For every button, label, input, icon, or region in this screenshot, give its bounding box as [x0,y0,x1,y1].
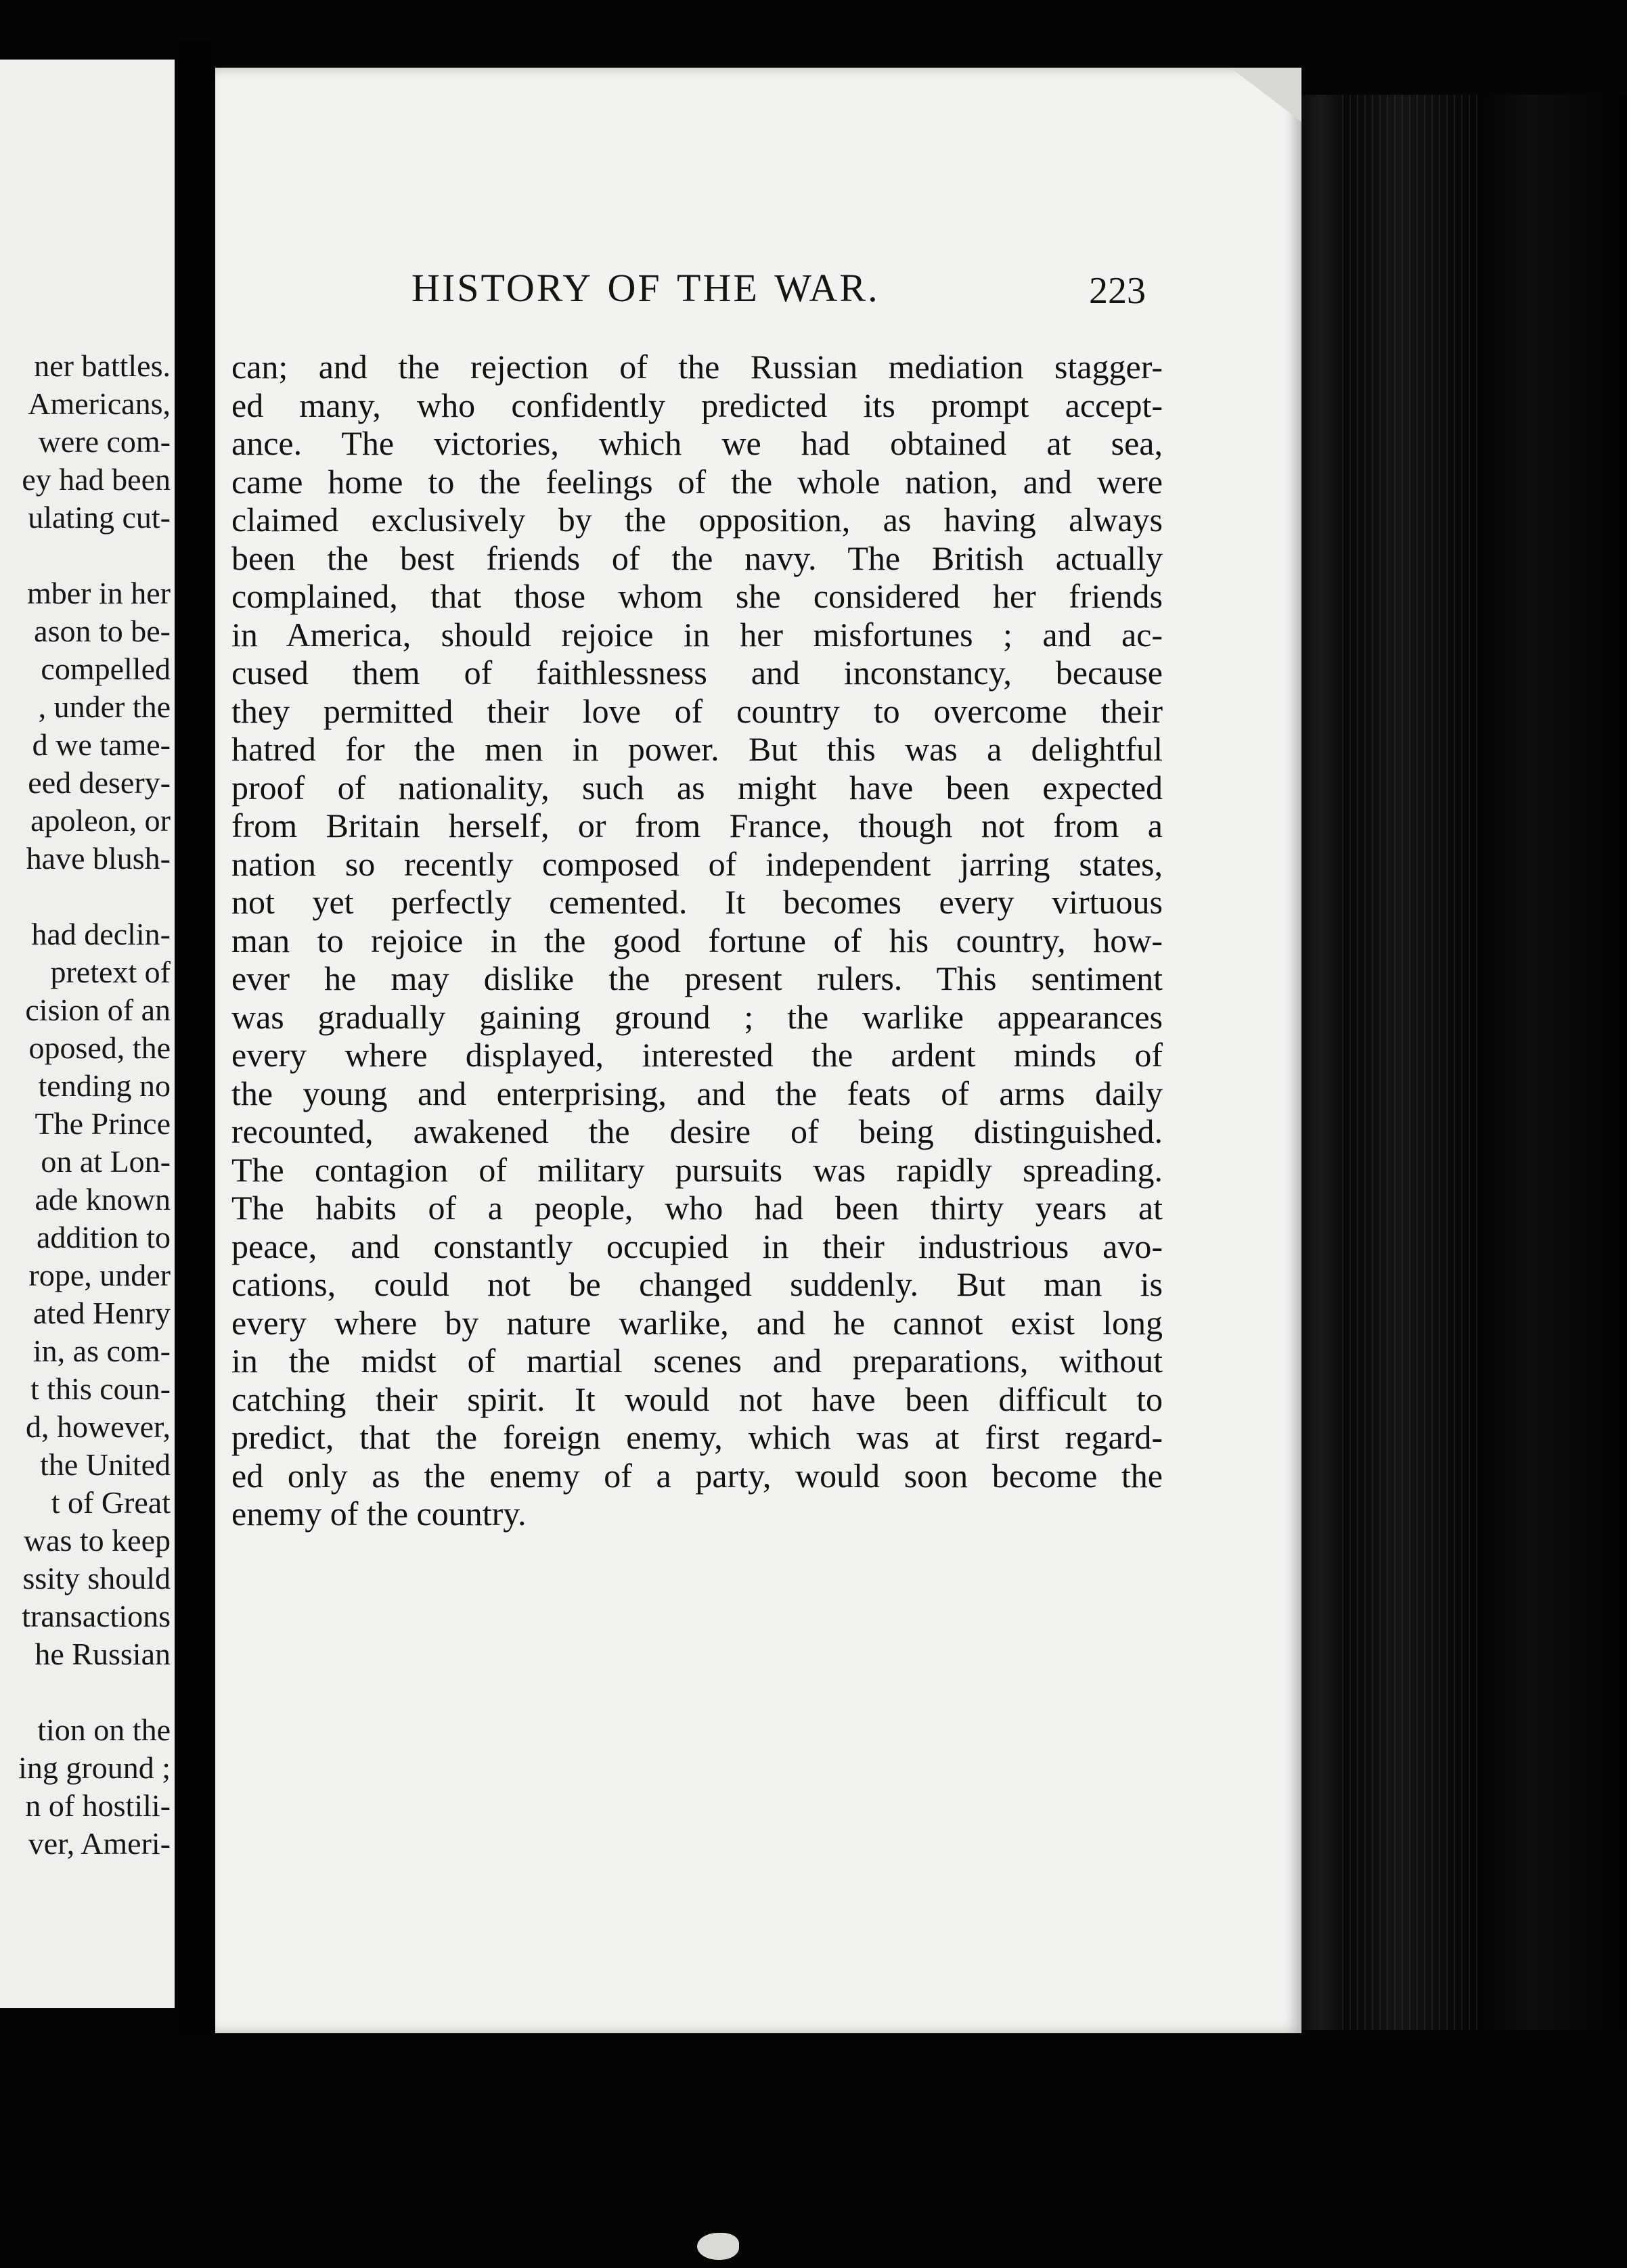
text-line: catching their spirit. It would not have been difficult to [231,1380,1163,1418]
text-line: been the best friends of the navy. The British actually [231,539,1163,577]
running-head: HISTORY OF THE WAR. [411,266,880,310]
left-page-line: Americans, [28,386,171,421]
left-page-line: had declin- [31,917,171,951]
left-page-line: transactions [22,1599,171,1633]
left-page-line: ulating cut- [28,500,171,535]
left-page-line: ver, Ameri- [28,1826,171,1861]
left-page-line: in, as com- [32,1334,171,1368]
left-page-line: eed desery- [28,765,171,800]
text-line: hatred for the men in power. But this was a delightful [231,730,1163,768]
left-page-line: oposed, the [28,1030,171,1065]
folded-page-corner [1230,68,1301,122]
left-page-line: were com- [38,424,171,459]
left-page-line: t of Great [51,1485,171,1520]
left-page-line: ssity should [22,1561,171,1595]
text-line: ever he may dislike the present rulers. This sentiment [231,959,1163,997]
left-page-line: ade known [35,1182,171,1217]
left-page-line: ated Henry [32,1296,171,1330]
left-facing-page [0,60,175,2008]
left-page-line: cision of an [25,993,171,1027]
left-page-line: t this coun- [30,1371,171,1406]
left-page-line: rope, under [28,1258,171,1292]
left-page-line: tion on the [37,1713,171,1747]
left-page-line: d, however, [25,1409,171,1444]
text-line: ance. The victories, which we had obtained at sea, [231,424,1163,462]
text-line: came home to the feelings of the whole nation, and were [231,462,1163,501]
left-page-line: apoleon, or [30,803,171,838]
page-edge-lines [1342,95,1477,2030]
left-page-line: The Prince [35,1106,171,1141]
left-page-line: pretext of [50,955,171,989]
text-line: peace, and constantly occupied in their industrious avo- [231,1227,1163,1265]
text-line: every where by nature warlike, and he cannot exist long [231,1303,1163,1342]
left-page-line [18,1673,171,1711]
left-page-line: the United [40,1447,171,1482]
text-line: was gradually gaining ground ; the warlike appearances [231,997,1163,1036]
text-line: predict, that the foreign enemy, which was at first regard- [231,1418,1163,1456]
text-line: in America, should rejoice in her misfortunes ; and ac- [231,615,1163,654]
left-page-line: tending no [38,1068,171,1103]
text-line: nation so recently composed of independent jarring states, [231,844,1163,883]
left-page-line: addition to [36,1220,171,1254]
left-page-line: ason to be- [34,614,171,648]
left-page-line: n of hostili- [25,1788,171,1823]
text-line: recounted, awakened the desire of being distinguished. [231,1112,1163,1150]
text-line: in the midst of martial scenes and preparations, without [231,1342,1163,1380]
text-line: proof of nationality, such as might have been expected [231,768,1163,807]
text-line: the young and enterprising, and the feats of arms daily [231,1074,1163,1112]
text-line: every where displayed, interested the ardent minds of [231,1036,1163,1074]
text-line: ed only as the enemy of a party, would soon become the [231,1456,1163,1495]
text-line: man to rejoice in the good fortune of his country, how- [231,921,1163,959]
left-page-line: d we tame- [32,727,171,762]
left-page-line: was to keep [23,1523,171,1558]
left-page-text-fragments [18,347,171,1863]
text-line: cations, could not be changed suddenly. But man is [231,1265,1163,1303]
text-line: complained, that those whom she considered her friends [231,577,1163,615]
text-line: not yet perfectly cemented. It becomes every virtuous [231,883,1163,921]
text-line: enemy of the country. [231,1495,527,1533]
left-page-line: ing ground ; [18,1750,171,1785]
text-line: The habits of a people, who had been thirty years at [231,1189,1163,1227]
left-page-line: he Russian [35,1637,171,1671]
body-text [231,348,1163,1533]
left-page-line: , under the [38,689,171,724]
text-line: they permitted their love of country to overcome their [231,691,1163,730]
book-page-edges [1301,95,1627,2030]
left-page-line [18,878,171,915]
paper-speck [697,2233,739,2260]
text-line: ed many, who confidently predicted its prompt accept- [231,386,1163,424]
text-line: claimed exclusively by the opposition, as having always [231,501,1163,539]
left-page-line [18,537,171,574]
left-page-line: ner battles. [34,348,171,383]
text-line: from Britain herself, or from France, though not from a [231,807,1163,844]
page-number: 223 [1089,270,1146,312]
text-line: The contagion of military pursuits was rapidly spreading. [231,1150,1163,1189]
main-page [215,68,1301,2033]
left-page-line: on at Lon- [41,1144,171,1179]
text-line: can; and the rejection of the Russian mediation stagger- [231,348,1163,386]
text-line: cused them of faithlessness and inconstancy, because [231,654,1163,691]
left-page-line: compelled [41,652,171,686]
book-gutter [175,41,215,2037]
left-page-line: mber in her [26,576,171,610]
left-page-line: have blush- [26,841,171,876]
left-page-line: ey had been [22,462,171,497]
